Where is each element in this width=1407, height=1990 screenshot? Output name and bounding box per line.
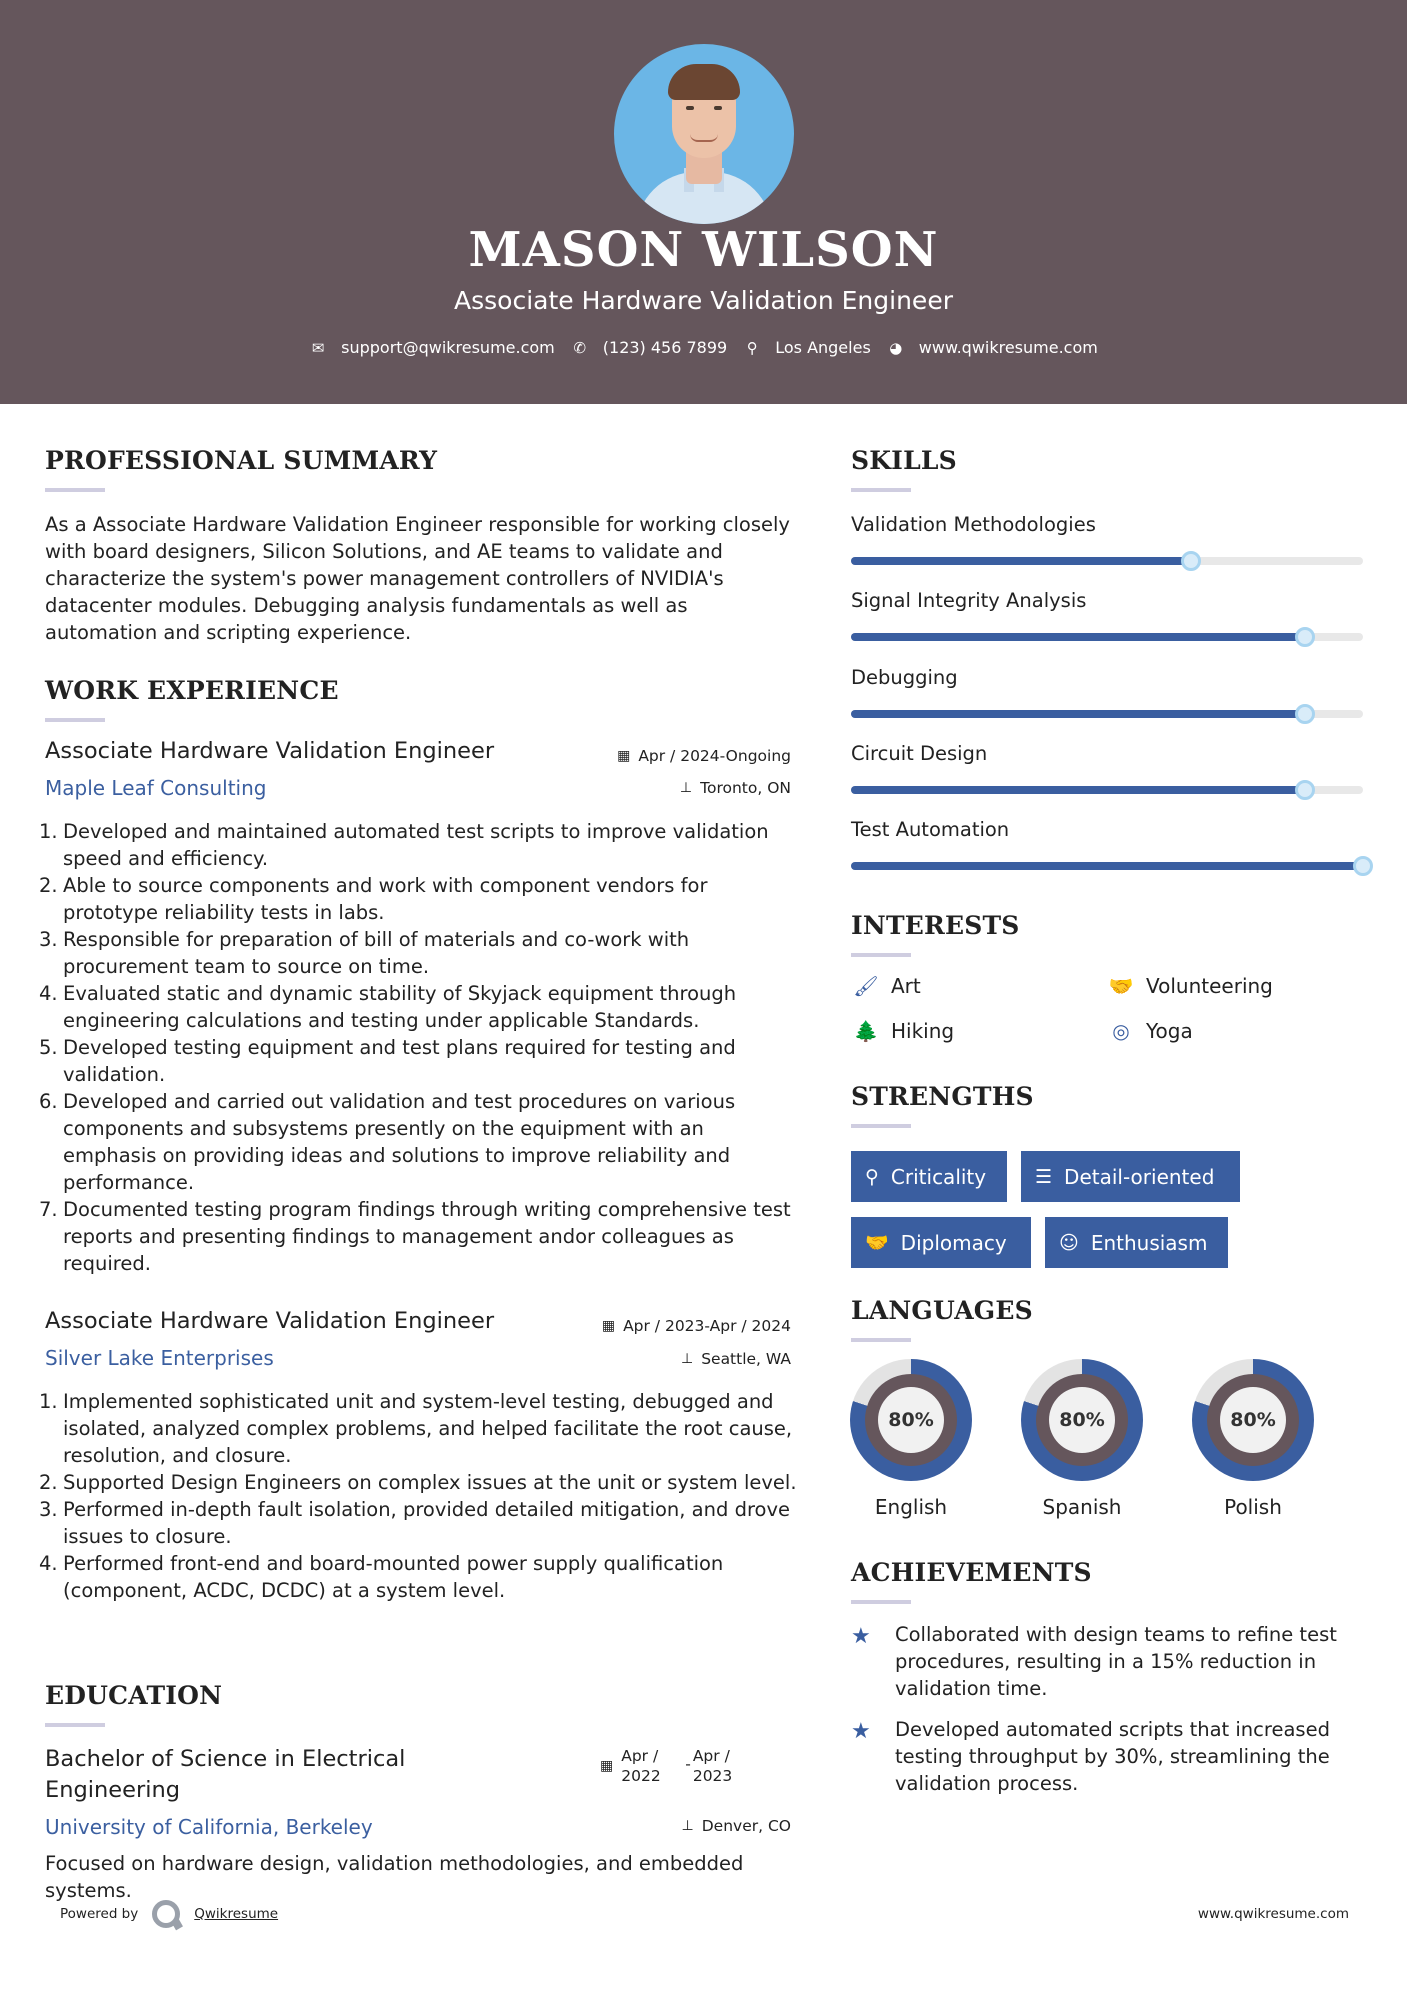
skill-slider[interactable] (851, 557, 1363, 565)
language-name: English (874, 1495, 948, 1519)
skill-fill (851, 710, 1305, 718)
slider-thumb[interactable] (1181, 551, 1201, 571)
skills-divider (851, 488, 911, 492)
job-bullets (39, 1388, 797, 1604)
language-name: Polish (1224, 1495, 1282, 1519)
language-donut: 80% (1192, 1359, 1314, 1481)
achievements-heading: ACHIEVEMENTS (851, 1558, 1092, 1587)
language-donut: 80% (1021, 1359, 1143, 1481)
phone-icon: ✆ (573, 338, 587, 357)
skill-fill (851, 557, 1191, 565)
education-description: Focused on hardware design, validation methodologies, and embedded systems. (45, 1852, 744, 1902)
contact-phone[interactable] (571, 338, 727, 357)
achievement-item: ★ Developed automated scripts that increased testing throughput by 30%, streamlining the validation process. (851, 1718, 1330, 1795)
strengths-heading: STRENGTHS (851, 1082, 1034, 1111)
skill-label: Signal Integrity Analysis (851, 589, 1087, 612)
footer-website[interactable]: www.qwikresume.com (1197, 1906, 1349, 1922)
job-dates: ▦ Apr / 2023-Apr / 2024 (601, 1317, 791, 1335)
list-item: 4. Performed front-end and board-mounted power supply qualification (component, ACDC, DCDC) at a system level. (39, 1552, 724, 1602)
summary-text: As a Associate Hardware Validation Engineer responsible for working closely with board designers, Silicon Solutions, and AE teams to validate and characterize the system's power management controllers of NVIDIA's datacenter modules. Debugging analysis fundamentals as well as automation and scripting experience. (45, 513, 790, 644)
calendar-icon: ▦ (600, 1758, 614, 1774)
experience-divider (45, 718, 105, 722)
achievement-item: ★ Collaborated with design teams to refine test procedures, resulting in a 15% reduction in validation time. (851, 1623, 1337, 1700)
company-name[interactable]: Maple Leaf Consulting (45, 776, 267, 800)
summary-heading: PROFESSIONAL SUMMARY (45, 446, 438, 475)
list-item: 3. Performed in-depth fault isolation, provided detailed mitigation, and drove issues to closure. (39, 1498, 791, 1548)
job-location: ⊥ Toronto, ON (679, 779, 791, 797)
interests-heading: INTERESTS (851, 911, 1020, 940)
skill-label: Validation Methodologies (851, 513, 1096, 536)
company-name[interactable]: Silver Lake Enterprises (45, 1346, 274, 1370)
skill-slider[interactable] (851, 710, 1363, 718)
degree-title: Bachelor of Science in Electrical Engineering (45, 1746, 406, 1803)
skill-fill (851, 633, 1305, 641)
skill-slider[interactable] (851, 786, 1363, 794)
summary-divider (45, 488, 105, 492)
strength-chip: 🤝 Diplomacy (851, 1217, 1031, 1268)
contact-location (743, 338, 871, 357)
candidate-title: Associate Hardware Validation Engineer (454, 286, 953, 315)
interest-item: 🌲 Hiking (851, 1019, 954, 1043)
list-item: 1. Implemented sophisticated unit and system-level testing, debugged and isolated, analyzed complex problems, and helped facilitate the root cause, resolution, and closure. (39, 1390, 793, 1467)
languages-divider (851, 1338, 911, 1342)
strengths-divider (851, 1124, 911, 1128)
achievements-divider (851, 1600, 911, 1604)
education-divider (45, 1723, 105, 1727)
map-pin-icon: ⚲ (746, 338, 758, 357)
contact-bar (0, 338, 1407, 357)
skill-slider[interactable] (851, 633, 1363, 641)
interest-item: 🖌 Art (851, 974, 921, 998)
handshake-icon: 🤝 (1108, 974, 1134, 998)
job-bullets (39, 818, 797, 1277)
job-title: Associate Hardware Validation Engineer (45, 1308, 495, 1334)
education-heading: EDUCATION (45, 1681, 223, 1710)
globe-icon: ◕ (889, 338, 903, 357)
list-item: 7. Documented testing program findings through writing comprehensive test reports and presenting findings to management andor colleagues as required. (39, 1198, 791, 1275)
tree-icon: 🌲 (853, 1019, 879, 1043)
search-icon: ⚲ (865, 1165, 879, 1188)
paintbrush-icon: 🖌 (853, 974, 879, 998)
skill-label: Circuit Design (851, 742, 988, 765)
smile-icon: ☺ (1059, 1231, 1079, 1254)
language-item (1021, 1359, 1143, 1519)
language-item (850, 1359, 972, 1519)
job-dates: ▦ Apr / 2024-Ongoing (617, 747, 791, 765)
list-item: 1. Developed and maintained automated test scripts to improve validation speed and efficiency. (39, 820, 769, 870)
list-icon: ☰ (1035, 1165, 1053, 1188)
interest-item: 🤝 Volunteering (1106, 974, 1273, 998)
language-donut: 80% (850, 1359, 972, 1481)
envelope-icon: ✉ (311, 338, 325, 357)
pushpin-icon: ⊥ (679, 780, 693, 796)
candidate-name: MASON WILSON (468, 222, 939, 278)
list-item: 2. Able to source components and work with component vendors for prototype reliability tests in labs. (39, 874, 708, 924)
slider-thumb[interactable] (1295, 627, 1315, 647)
contact-email[interactable] (309, 338, 555, 357)
skill-fill (851, 862, 1363, 870)
strength-chip: ☰ Detail-oriented (1021, 1151, 1240, 1202)
powered-by: Powered by Qwikresume (60, 1900, 278, 1928)
resume-header (0, 0, 1407, 404)
list-item: 5. Developed testing equipment and test plans required for testing and validation. (39, 1036, 736, 1086)
list-item: 3. Responsible for preparation of bill of materials and co-work with procurement team to source on time. (39, 928, 690, 978)
star-icon: ★ (851, 1719, 871, 1744)
job-location: ⊥ Seattle, WA (680, 1350, 791, 1368)
language-name: Spanish (1042, 1495, 1122, 1519)
qwikresume-link[interactable]: Qwikresume (194, 1906, 279, 1922)
languages-heading: LANGUAGES (851, 1296, 1033, 1325)
language-item (1192, 1359, 1314, 1519)
qwikresume-logo-icon (152, 1900, 180, 1928)
education-location: ⊥ Denver, CO (681, 1817, 791, 1835)
education-dates: ▦ Apr / 2022 - Apr / 2023 (600, 1747, 733, 1785)
life-ring-icon: ◎ (1112, 1019, 1130, 1043)
pushpin-icon: ⊥ (681, 1818, 694, 1834)
calendar-icon: ▦ (617, 748, 631, 764)
skill-label: Test Automation (851, 818, 1010, 841)
email-text: support@qwikresume.com (341, 338, 555, 357)
skill-fill (851, 786, 1305, 794)
school-name[interactable]: University of California, Berkeley (45, 1815, 373, 1839)
location-text: Los Angeles (775, 338, 871, 357)
handshake-icon: 🤝 (865, 1232, 889, 1254)
slider-thumb[interactable] (1295, 780, 1315, 800)
pushpin-icon: ⊥ (680, 1351, 694, 1367)
website-text: www.qwikresume.com (918, 338, 1098, 357)
calendar-icon: ▦ (601, 1318, 616, 1334)
profile-photo (614, 44, 794, 224)
skills-heading: SKILLS (851, 446, 957, 475)
strength-chip: ☺ Enthusiasm (1045, 1217, 1228, 1268)
interest-item: ◎ Yoga (1106, 1019, 1193, 1043)
star-icon: ★ (851, 1624, 871, 1649)
list-item: 6. Developed and carried out validation and test procedures on various components and subsystems presently on the equipment with an emphasis on providing ideas and solutions to improve reliability and performance. (39, 1090, 736, 1194)
skill-label: Debugging (851, 666, 958, 689)
interests-divider (851, 953, 911, 957)
strength-chip: ⚲ Criticality (851, 1151, 1007, 1202)
list-item: 4. Evaluated static and dynamic stability of Skyjack equipment through engineering calculations and testing under applicable Standards. (39, 982, 737, 1032)
phone-text: (123) 456 7899 (602, 338, 728, 357)
skill-slider[interactable] (851, 862, 1363, 870)
slider-thumb[interactable] (1295, 704, 1315, 724)
job-title: Associate Hardware Validation Engineer (45, 738, 495, 764)
contact-website[interactable] (887, 338, 1098, 357)
slider-thumb[interactable] (1353, 856, 1373, 876)
list-item: 2. Supported Design Engineers on complex issues at the unit or system level. (39, 1471, 797, 1494)
experience-heading: WORK EXPERIENCE (45, 676, 339, 705)
